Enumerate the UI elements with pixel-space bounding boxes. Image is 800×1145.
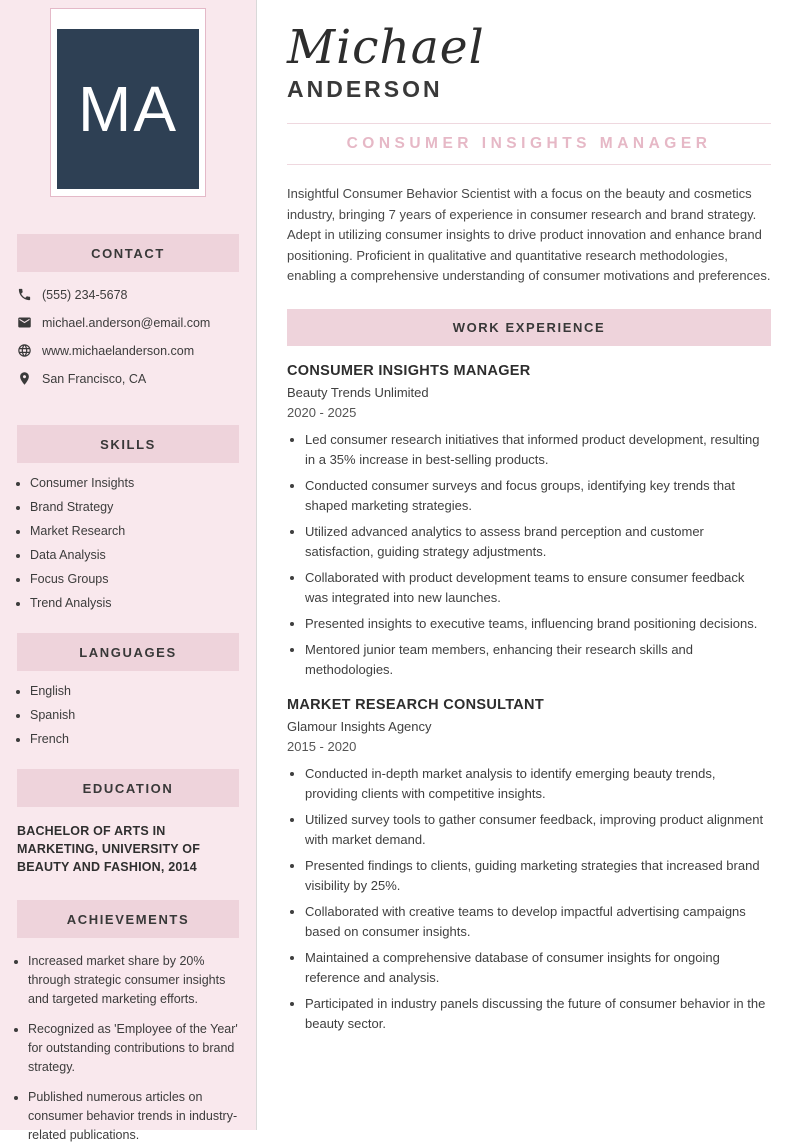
first-name: Michael — [287, 20, 485, 75]
phone-icon — [17, 287, 32, 302]
achievement-item: • Increased market share by 20% through strategic consumer insights and targeted marketing efforts. — [28, 952, 244, 1009]
contact-location: San Francisco, CA — [42, 371, 147, 386]
contact-website: www.michaelanderson.com — [42, 343, 195, 358]
skills-section-header: SKILLS — [17, 425, 239, 463]
job-bullet: • Participated in industry panels discussing the future of consumer behavior in the beauty sector. — [305, 994, 771, 1034]
last-name: ANDERSON — [287, 76, 443, 102]
skill-item: • Focus Groups — [30, 572, 256, 587]
contact-section-header: CONTACT — [17, 234, 239, 272]
main-content — [257, 0, 800, 1130]
achievement-item: • Published numerous articles on consumer behavior trends in industry-related publications. — [28, 1088, 244, 1145]
education-entry: BACHELOR OF ARTS IN MARKETING, UNIVERSITY OF BEAUTY AND FASHION, 2014 — [17, 824, 201, 874]
professional-summary: Insightful Consumer Behavior Scientist with a focus on the beauty and cosmetics industry, bringing 7 years of experience in consumer research and brand strategy. Adept in utilizing consumer insights to drive product innovation and enhance brand positioning. Proficient in qualitative and quantitative research methodologies, enabling a comprehensive understanding of consumer motivations and preferences. — [287, 186, 771, 283]
email-icon — [17, 315, 32, 330]
job-bullet: • Utilized survey tools to gather consumer feedback, improving product alignment with market demand. — [305, 810, 771, 850]
job-role: MARKET RESEARCH CONSULTANT — [287, 696, 544, 713]
skill-item: • Brand Strategy — [30, 500, 256, 515]
work-experience-header: WORK EXPERIENCE — [287, 309, 771, 346]
job-bullet: • Maintained a comprehensive database of consumer insights for ongoing reference and analysis. — [305, 948, 771, 988]
globe-icon — [17, 343, 32, 358]
monogram: MA — [57, 29, 199, 189]
contact-phone: (555) 234-5678 — [42, 287, 128, 302]
location-icon — [17, 371, 32, 386]
job-bullet: • Collaborated with creative teams to develop impactful advertising campaigns based on consumer insights. — [305, 902, 771, 942]
language-item: • English — [30, 684, 256, 699]
skill-item: • Data Analysis — [30, 548, 256, 563]
job-bullet: • Conducted consumer surveys and focus groups, identifying key trends that shaped marketing strategies. — [305, 476, 771, 516]
job-title-band: CONSUMER INSIGHTS MANAGER — [287, 123, 771, 165]
sidebar — [0, 0, 257, 1142]
achievements-section-header: ACHIEVEMENTS — [17, 900, 239, 938]
job-dates: 2020 - 2025 — [287, 404, 357, 420]
monogram-frame — [50, 8, 206, 197]
job-entry — [287, 697, 771, 1034]
job-company: Beauty Trends Unlimited — [287, 384, 429, 400]
education-section-header: EDUCATION — [17, 769, 239, 807]
skill-item: • Market Research — [30, 524, 256, 539]
job-bullet: • Mentored junior team members, enhancing their research skills and methodologies. — [305, 640, 771, 680]
job-bullet: • Presented findings to clients, guiding marketing strategies that increased brand visibility by 25%. — [305, 856, 771, 896]
job-entry — [287, 363, 771, 680]
languages-list — [0, 684, 256, 747]
contact-row-phone — [17, 287, 239, 302]
achievement-item: • Recognized as 'Employee of the Year' for outstanding contributions to brand strategy. — [28, 1020, 244, 1077]
contact-list — [0, 272, 256, 403]
job-role: CONSUMER INSIGHTS MANAGER — [287, 362, 531, 379]
job-bullet: • Utilized advanced analytics to assess brand perception and customer satisfaction, guiding strategy adjustments. — [305, 522, 771, 562]
skill-item: • Trend Analysis — [30, 596, 256, 611]
languages-section-header: LANGUAGES — [17, 633, 239, 671]
skill-item: • Consumer Insights — [30, 476, 256, 491]
job-dates: 2015 - 2020 — [287, 738, 357, 754]
job-company: Glamour Insights Agency — [287, 718, 432, 734]
language-item: • Spanish — [30, 708, 256, 723]
achievements-list — [0, 952, 256, 1145]
job-bullet: • Led consumer research initiatives that informed product development, resulting in a 35% increase in best-selling products. — [305, 430, 771, 470]
job-bullet: • Collaborated with product development teams to ensure consumer feedback was integrated into new launches. — [305, 568, 771, 608]
job-bullet-list — [287, 430, 771, 680]
job-bullet-list — [287, 764, 771, 1034]
skills-list — [0, 476, 256, 611]
job-bullet: • Presented insights to executive teams, influencing brand positioning decisions. — [305, 614, 771, 634]
contact-row-email — [17, 315, 239, 330]
language-item: • French — [30, 732, 256, 747]
contact-email: michael.anderson@email.com — [42, 315, 211, 330]
job-bullet: • Conducted in-depth market analysis to identify emerging beauty trends, providing clients with competitive insights. — [305, 764, 771, 804]
contact-row-location — [17, 371, 239, 386]
contact-row-website — [17, 343, 239, 358]
